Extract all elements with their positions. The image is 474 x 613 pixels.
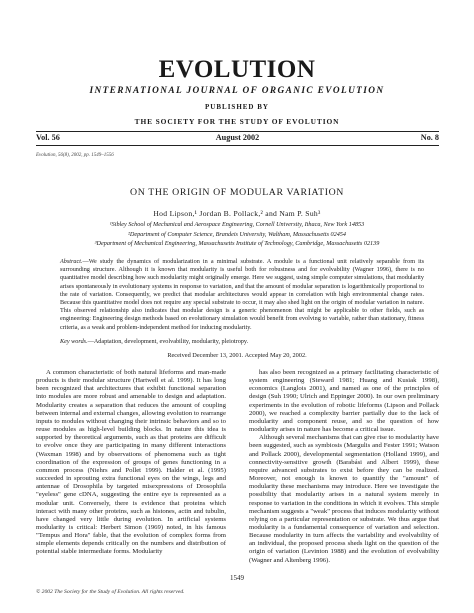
society-name: THE SOCIETY FOR THE STUDY OF EVOLUTION — [134, 117, 340, 126]
received-accepted-dates: Received December 13, 2001. Accepted May 20, 2002. — [167, 352, 307, 359]
citation-line: Evolution, 56(8), 2002, pp. 1549–1556 — [36, 153, 114, 158]
page-number: 1549 — [230, 574, 244, 582]
keywords — [60, 338, 424, 346]
volume-label: Vol. 56 — [36, 133, 60, 142]
abstract — [60, 258, 424, 332]
issue-bar — [36, 133, 439, 145]
keywords-label: Key words. — [60, 338, 88, 345]
body-column-right — [249, 369, 439, 605]
body-column-left — [36, 369, 226, 605]
author-list: Hod Lipson,¹ Jordan B. Pollack,² and Nam P. Suh³ — [153, 209, 321, 218]
abstract-text: —We study the dynamics of modularization in a minimal substrate. A module is a functional unit relatively separable from its surrounding structure. Although it is known that modularity is useful both for robustness and for evolvability (Wagner 1996), there is no quantitative model describing how such modularity might originally emerge. Here we suggest, using simple computer simulations, that modularity arises spontaneously in evolutionary systems in response to variation, and that the amount of modular separation is logarithmically proportional to the rate of variation. Consequently, we predict that modular architectures would appear in correlation with high environmental change rates. Because this quantitative model does not require any special substrate to occur, it may also shed light on the origin of modular variation in nature. This observed relationship also indicates that modular design is a generic phenomenon that might be applicable to other fields, such as engineering: Engineering design methods based on evolutionary simulation would benefit from evolving to variable, rather than stationary, fitness criteria, as a weak and problem-independent method for inducing modularity. — [60, 258, 424, 331]
published-by-label: PUBLISHED BY — [205, 103, 269, 111]
paragraph: Although several mechanisms that can give rise to modularity have been suggested, such as symbiosis (Margulis and Fester 1991; Watson and Pollack 2000), developmental segmentation (Holland 1999), and connectivity-sensitive growth (Barabási and Albert 1999), these require advanced substrates to exist before they can be realized. Moreover, not enough is known to quantify the "amount" of modularity these mechanisms may introduce. Here we investigate the possibility that modularity arises in a natural system merely in response to variation in the conditions in which it evolves. This simple mechanism suggests a "weak" process that induces modularity without relying on a particular representation or substrate. We thus argue that modularity is a fundamental consequence of variation and selection. Because modularity in turn affects the variability and evolvability of an individual, the proposed process sheds light on the question of the origin of variation (Levinton 1988) and the evolution of evolvability (Wagner and Altenberg 1996). — [249, 434, 439, 564]
journal-subtitle: INTERNATIONAL JOURNAL OF ORGANIC EVOLUTION — [89, 86, 385, 96]
journal-name: EVOLUTION — [158, 56, 316, 83]
paragraph: has also been recognized as a primary facilitating characteristic of system engineering (Steward 1981; Huang and Kusiak 1998), economics (Langlois 2001), and named as one of the principles of design (Suh 1990; Ulrich and Eppinger 2000). In our own preliminary experiments in the evolution of robotic lifeforms (Lipson and Pollack 2000), we reached a complexity barrier partially due to the lack of modularity and component reuse, and so the question of how modularity arises in nature has become a critical issue. — [249, 369, 439, 434]
copyright-footer: © 2002 The Society for the Study of Evolution. All rights reserved. — [36, 589, 185, 595]
issue-number: No. 8 — [420, 133, 439, 142]
affiliation: ³Department of Mechanical Engineering, Massachusetts Institute of Technology, Cambridge, Massachusetts 02139 — [94, 240, 380, 247]
article-title: ON THE ORIGIN OF MODULAR VARIATION — [130, 187, 344, 198]
header-rule-bottom — [36, 145, 439, 146]
abstract-label: Abstract. — [60, 258, 83, 265]
affiliation: ²Department of Computer Science, Brandeis University, Waltham, Massachusetts 02454 — [128, 231, 346, 238]
keywords-text: —Adaptation, development, evolvability, modularity, pleiotropy. — [87, 338, 249, 345]
header-rule-top — [36, 131, 439, 132]
affiliation: ¹Sibley School of Mechanical and Aerospace Engineering, Cornell University, Ithaca, New York 14853 — [109, 221, 365, 228]
issue-date: August 2002 — [215, 133, 260, 142]
paragraph: A common characteristic of both natural lifeforms and man-made products is their modular structure (Hartwell et al. 1999). It has long been recognized that architectures that exhibit functional separation into modules are more robust and amenable to design and adaptation. Modularity creates a separation that reduces the amount of coupling between internal and external changes, allowing evolution to rearrange inputs to modules without changing their intrinsic behaviors and so to reuse modules as high-level building blocks. In nature this idea is supported by theoretical arguments, such as that proteins are difficult to evolve once they are participating in many different interactions (Waxman 1998) and by observations of phenomena such as tight coordination of the expression of groups of genes functioning in a common process (Niehrs and Pollet 1999). Halder et al. (1995) succeeded in sprouting extra functional eyes on the wings, legs and antennae of Drosophila by targeted misexpressions of Drosophila "eyeless" gene cDNA, suggesting the entire eye is represented as a modular unit. Conversely, there is evidence that proteins which interact with many other proteins, such as histones, actin and tubulin, have changed very little during evolution. In artificial systems modularity is critical: Herbert Simon (1969) noted, in his famous "Tempus and Hora" fable, that the evolution of complex forms from simple elements depends critically on the numbers and distribution of potential stable intermediate forms. Modularity — [36, 369, 226, 556]
